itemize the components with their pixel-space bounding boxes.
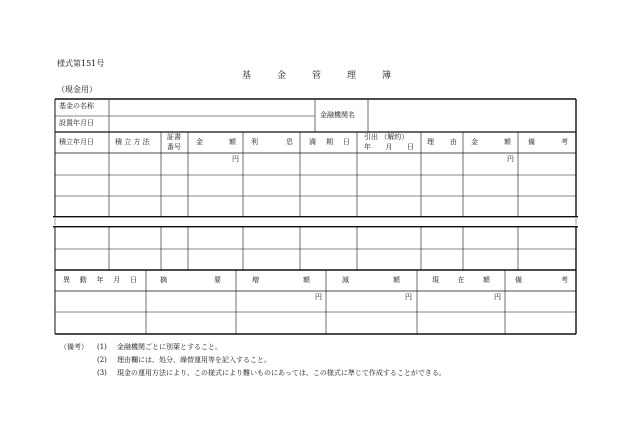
header-increase: 増 額 [252, 276, 310, 284]
note-text: 現金の運用方法により、この様式により難いものにあっては、この様式に準じて作成することができる。 [117, 369, 446, 377]
page-title: 基 金 管 理 簿 [242, 71, 392, 81]
yen-unit: 円 [494, 293, 501, 301]
header-change-remarks: 備 考 [515, 276, 568, 284]
header-decrease: 減 額 [342, 276, 400, 284]
bank-name-label: 金融機関名 [320, 111, 355, 119]
header-reason: 理 由 [427, 138, 457, 146]
header-remarks: 備 考 [528, 138, 568, 146]
header-current-balance: 現 在 額 [432, 276, 490, 284]
header-amount-2: 金 額 [471, 138, 511, 146]
header-summary: 摘 要 [160, 276, 221, 284]
header-cert-2: 番号 [167, 143, 181, 151]
header-withdraw: 引出 （解約） [364, 133, 409, 141]
header-withdraw-date: 年 月 日 [364, 143, 414, 151]
yen-unit: 円 [507, 155, 514, 163]
yen-unit: 円 [405, 293, 412, 301]
note-number: (3) [97, 369, 107, 377]
header-change-date: 異 動 年 月 日 [63, 276, 137, 284]
yen-unit: 円 [232, 155, 239, 163]
form-number: 様式第151号 [57, 59, 105, 68]
header-deposit-method: 積 立 方 法 [115, 138, 150, 146]
header-amount: 金 額 [196, 138, 236, 146]
fund-name-label: 基金の名称 [59, 102, 94, 110]
yen-unit: 円 [315, 293, 322, 301]
note-number: (2) [97, 356, 107, 364]
established-date-label: 設置年月日 [59, 119, 94, 127]
header-maturity: 満 期 日 [309, 138, 350, 146]
header-interest: 利 息 [251, 138, 293, 146]
note-text: 理由欄には、処分、繰替運用等を記入すること。 [117, 356, 271, 364]
subtitle: （現金用） [57, 85, 97, 94]
notes-heading: （備考） [60, 343, 88, 351]
header-cert-1: 証書 [167, 133, 181, 141]
note-text: 金融機関ごとに別葉とすること。 [117, 343, 222, 351]
note-number: (1) [97, 343, 107, 351]
header-deposit-date: 積立年月日 [59, 138, 94, 146]
